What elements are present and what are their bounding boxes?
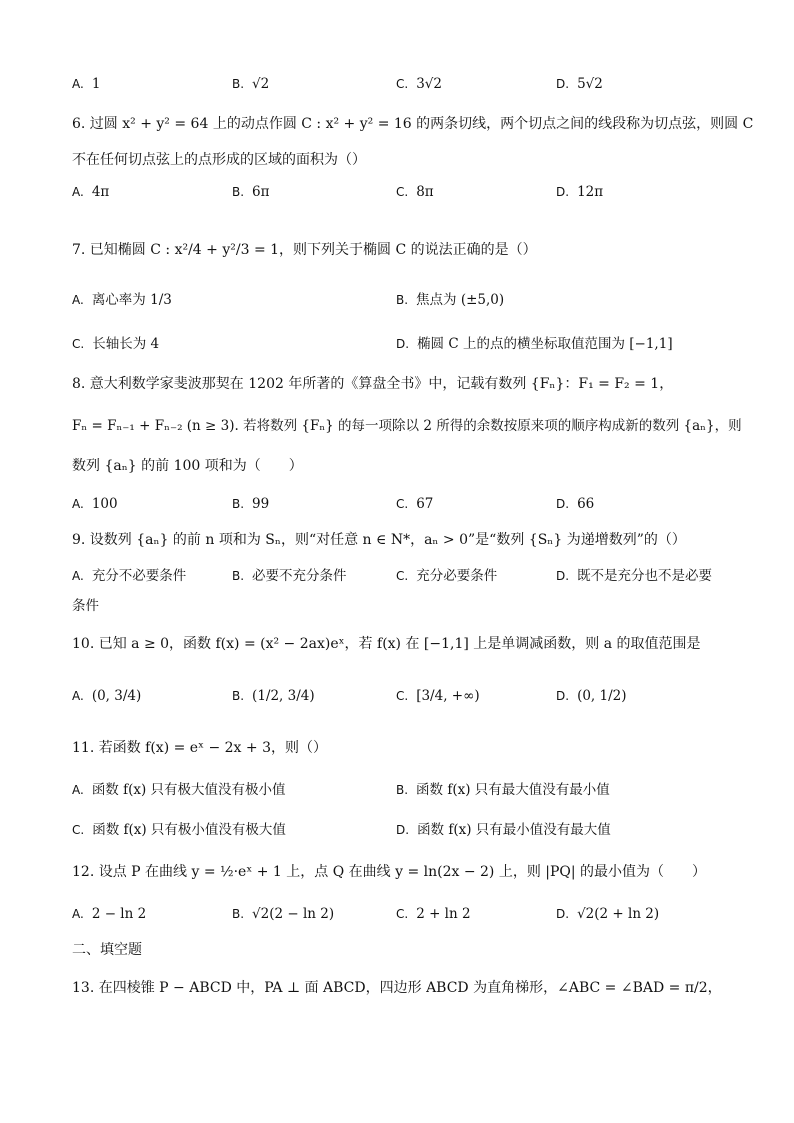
- q8-option-b: B. 99: [232, 496, 270, 512]
- q11-option-d: D. 函数 f(x) 只有最小值没有最大值: [396, 822, 611, 838]
- q9-option-b: B. 必要不充分条件: [232, 568, 347, 584]
- q9-stem: 9. 设数列 {aₙ} 的前 n 项和为 Sₙ，则“对任意 n ∈ N*，aₙ > 0”是“数列 {Sₙ} 为递增数列”的（）: [72, 532, 686, 548]
- q6-option-a: A. 4π: [72, 184, 110, 200]
- q9-option-a: A. 充分不必要条件: [72, 568, 187, 584]
- q11-stem: 11. 若函数 f(x) = eˣ − 2x + 3，则（）: [72, 740, 327, 756]
- q12-option-a: A. 2 − ln 2: [72, 906, 147, 922]
- q8-option-c: C. 67: [396, 496, 434, 512]
- q13-stem: 13. 在四棱锥 P − ABCD 中，PA ⊥ 面 ABCD，四边形 ABCD 为直角梯形，∠ABC = ∠BAD = π/2，: [72, 980, 722, 996]
- q12-stem: 12. 设点 P 在曲线 y = ½·eˣ + 1 上，点 Q 在曲线 y = ln(2x − 2) 上，则 |PQ| 的最小值为（ ）: [72, 864, 707, 880]
- q12-option-d: D. √2(2 + ln 2): [556, 906, 660, 922]
- q6-option-d: D. 12π: [556, 184, 604, 200]
- q6-option-b: B. 6π: [232, 184, 270, 200]
- q10-option-c: C. [3/4, +∞): [396, 688, 480, 704]
- q11-option-c: C. 函数 f(x) 只有极小值没有极大值: [72, 822, 286, 838]
- q5-option-b: B. √2: [232, 76, 270, 92]
- q6-option-c: C. 8π: [396, 184, 434, 200]
- q6-stem-line2: 不在任何切点弦上的点形成的区域的面积为（）: [72, 152, 366, 168]
- q9-option-d: D. 既不是充分也不是必要: [556, 568, 713, 584]
- q7-option-d: D. 椭圆 C 上的点的横坐标取值范围为 [−1,1]: [396, 336, 673, 352]
- q10-stem: 10. 已知 a ≥ 0，函数 f(x) = (x² − 2ax)eˣ，若 f(x) 在 [−1,1] 上是单调减函数，则 a 的取值范围是: [72, 636, 701, 652]
- q7-stem: 7. 已知椭圆 C : x²/4 + y²/3 = 1，则下列关于椭圆 C 的说法正确的是（）: [72, 242, 537, 258]
- q8-stem-line1: 8. 意大利数学家斐波那契在 1202 年所著的《算盘全书》中，记载有数列 {Fₙ}：F₁ = F₂ = 1，: [72, 376, 674, 392]
- q10-option-b: B. (1/2, 3/4): [232, 688, 315, 704]
- q7-option-c: C. 长轴长为 4: [72, 336, 160, 352]
- q9-option-d-wrap: 条件: [72, 598, 99, 614]
- q7-option-b: B. 焦点为 (±5,0): [396, 292, 505, 308]
- q5-option-d: D. 5√2: [556, 76, 603, 92]
- q7-option-a: A. 离心率为 1/3: [72, 292, 172, 308]
- q12-option-b: B. √2(2 − ln 2): [232, 906, 335, 922]
- q11-option-a: A. 函数 f(x) 只有极大值没有极小值: [72, 782, 286, 798]
- q6-stem-line1: 6. 过圆 x² + y² = 64 上的动点作圆 C : x² + y² = 16 的两条切线，两个切点之间的线段称为切点弦，则圆 C: [72, 116, 754, 132]
- q5-option-c: C. 3√2: [396, 76, 442, 92]
- q11-option-b: B. 函数 f(x) 只有最大值没有最小值: [396, 782, 610, 798]
- q8-stem-line2: Fₙ = Fₙ₋₁ + Fₙ₋₂ (n ≥ 3). 若将数列 {Fₙ} 的每一项除以 2 所得的余数按原来项的顺序构成新的数列 {aₙ}，则: [72, 418, 742, 434]
- q10-option-a: A. (0, 3/4): [72, 688, 142, 704]
- q12-option-c: C. 2 + ln 2: [396, 906, 471, 922]
- q10-option-d: D. (0, 1/2): [556, 688, 627, 704]
- q8-option-d: D. 66: [556, 496, 595, 512]
- q8-option-a: A. 100: [72, 496, 118, 512]
- q8-stem-line3: 数列 {aₙ} 的前 100 项和为（ ）: [72, 458, 303, 474]
- section-heading-fill-in: 二、填空题: [72, 942, 142, 958]
- q9-option-c: C. 充分必要条件: [396, 568, 498, 584]
- q5-option-a: A. 1: [72, 76, 101, 92]
